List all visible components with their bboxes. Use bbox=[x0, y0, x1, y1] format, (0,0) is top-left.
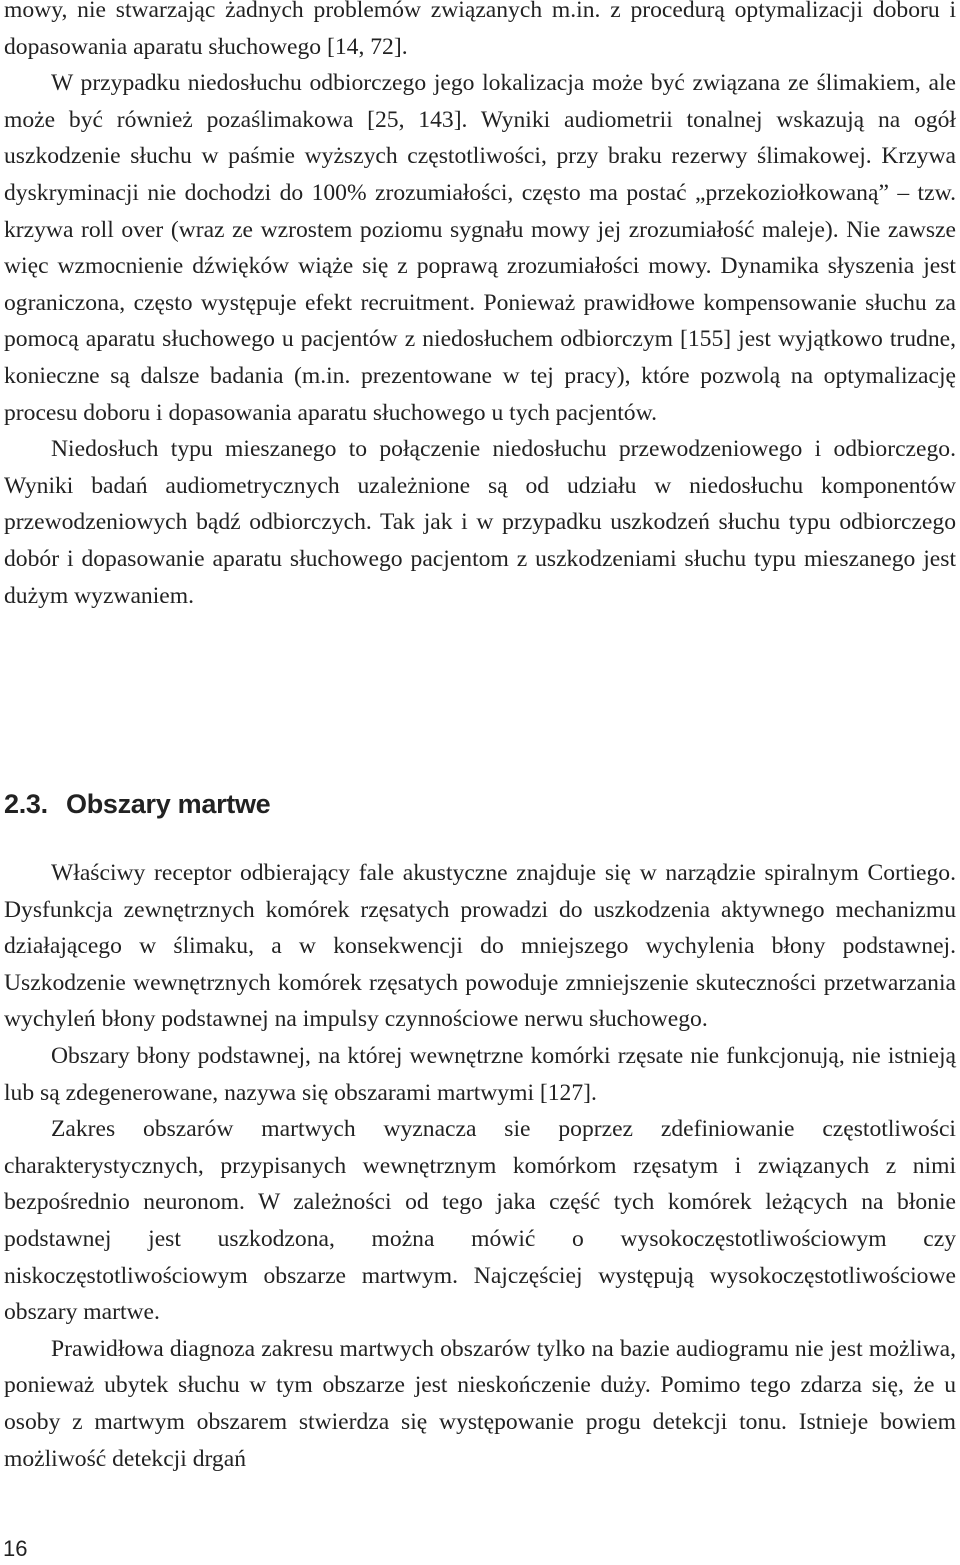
section-text-block bbox=[4, 855, 956, 1477]
top-text-block bbox=[4, 0, 956, 614]
paragraph-diagnosis: Prawidłowa diagnoza zakresu martwych obszarów tylko na bazie audiogramu nie jest możliwa, ponieważ ubytek słuchu w tym obszarze jest nieskończenie duży. Pomimo tego zdarza się, że u osoby z martwym obszarem stwierdza się występowanie progu detekcji tonu. Istnieje bowiem możliwość detekcji drgań bbox=[4, 1335, 956, 1472]
page-number: 16 bbox=[3, 1536, 28, 1561]
paragraph-mixed-hearing-loss: Niedosłuch typu mieszanego to połączenie niedosłuchu przewodzeniowego i odbiorczego. Wyniki badań audiometrycznych uzależnione są od udziału w niedosłuchu komponentów przewodzeniowych bądź odbiorczych. Tak jak i w przypadku uszkodzeń słuchu typu odbiorczego dobór i dopasowanie aparatu słuchowego pacjentom z uszkodzeniami słuchu typu mieszanego jest dużym wyzwaniem. bbox=[4, 436, 956, 609]
section-title: Obszary martwe bbox=[66, 789, 271, 819]
section-heading bbox=[4, 786, 270, 822]
paragraph-continuation: mowy, nie stwarzając żadnych problemów związanych m.in. z procedurą optymalizacji doboru i dopasowania aparatu słuchowego [14, 72]. bbox=[4, 0, 956, 60]
section-number: 2.3. bbox=[4, 789, 48, 819]
paragraph-sensorineural-hearing-loss: W przypadku niedosłuchu odbiorczego jego lokalizacja może być związana ze ślimakiem, ale może być również pozaślimakowa [25, 143]. Wyniki audiometrii tonalnej wskazują na ogół uszkodzenie słuchu w paśmie wyższych częstotliwości, przy braku rezerwy ślimakowej. Krzywa dyskryminacji nie dochodzi do 100% zrozumiałości, często ma postać „przekoziołkowaną” – tzw. krzywa roll over (wraz ze wzrostem poziomu sygnału mowy jej zrozumiałość maleje). Nie zawsze więc wzmocnienie dźwięków wiąże się z poprawą zrozumiałości mowy. Dynamika słyszenia jest ograniczona, często występuje efekt recruitment. Ponieważ prawidłowe kompensowanie słuchu za pomocą aparatu słuchowego u pacjentów z niedosłuchem odbiorczym [155] jest wyjątkowo trudne, konieczne są dalsze badania (m.in. prezentowane w tej pracy), które pozwolą na optymalizację procesu doboru i dopasowania aparatu słuchowego u tych pacjentów. bbox=[4, 70, 956, 426]
paragraph-dead-regions-definition: Obszary błony podstawnej, na której wewnętrzne komórki rzęsate nie funkcjonują, nie istnieją lub są zdegenerowane, nazywa się obszarami martwymi [127]. bbox=[4, 1042, 956, 1106]
paragraph-receptor: Właściwy receptor odbierający fale akustyczne znajduje się w narządzie spiralnym Cortiego. Dysfunkcja zewnętrznych komórek rzęsatych prowadzi do uszkodzenia aktywnego mechanizmu działającego w ślimaku, a w konsekwencji do mniejszego wychylenia błony podstawnej. Uszkodzenie wewnętrznych komórek rzęsatych powoduje zmniejszenie skuteczności przetwarzania wychyleń błony podstawnej na impulsy czynnościowe nerwu słuchowego. bbox=[4, 860, 956, 1033]
paragraph-dead-regions-range: Zakres obszarów martwych wyznacza sie poprzez zdefiniowanie częstotliwości charakterystycznych, przypisanych wewnętrznym komórkom rzęsatym i związanych z nimi bezpośrednio neuronom. W zależności od tego jaka część tych komórek leżących na błonie podstawnej jest uszkodzona, można mówić o wysokoczęstotliwościowym czy niskoczęstotliwościowym obszarze martwym. Najczęściej występują wysokoczęstotliwościowe obszary martwe. bbox=[4, 1116, 956, 1326]
